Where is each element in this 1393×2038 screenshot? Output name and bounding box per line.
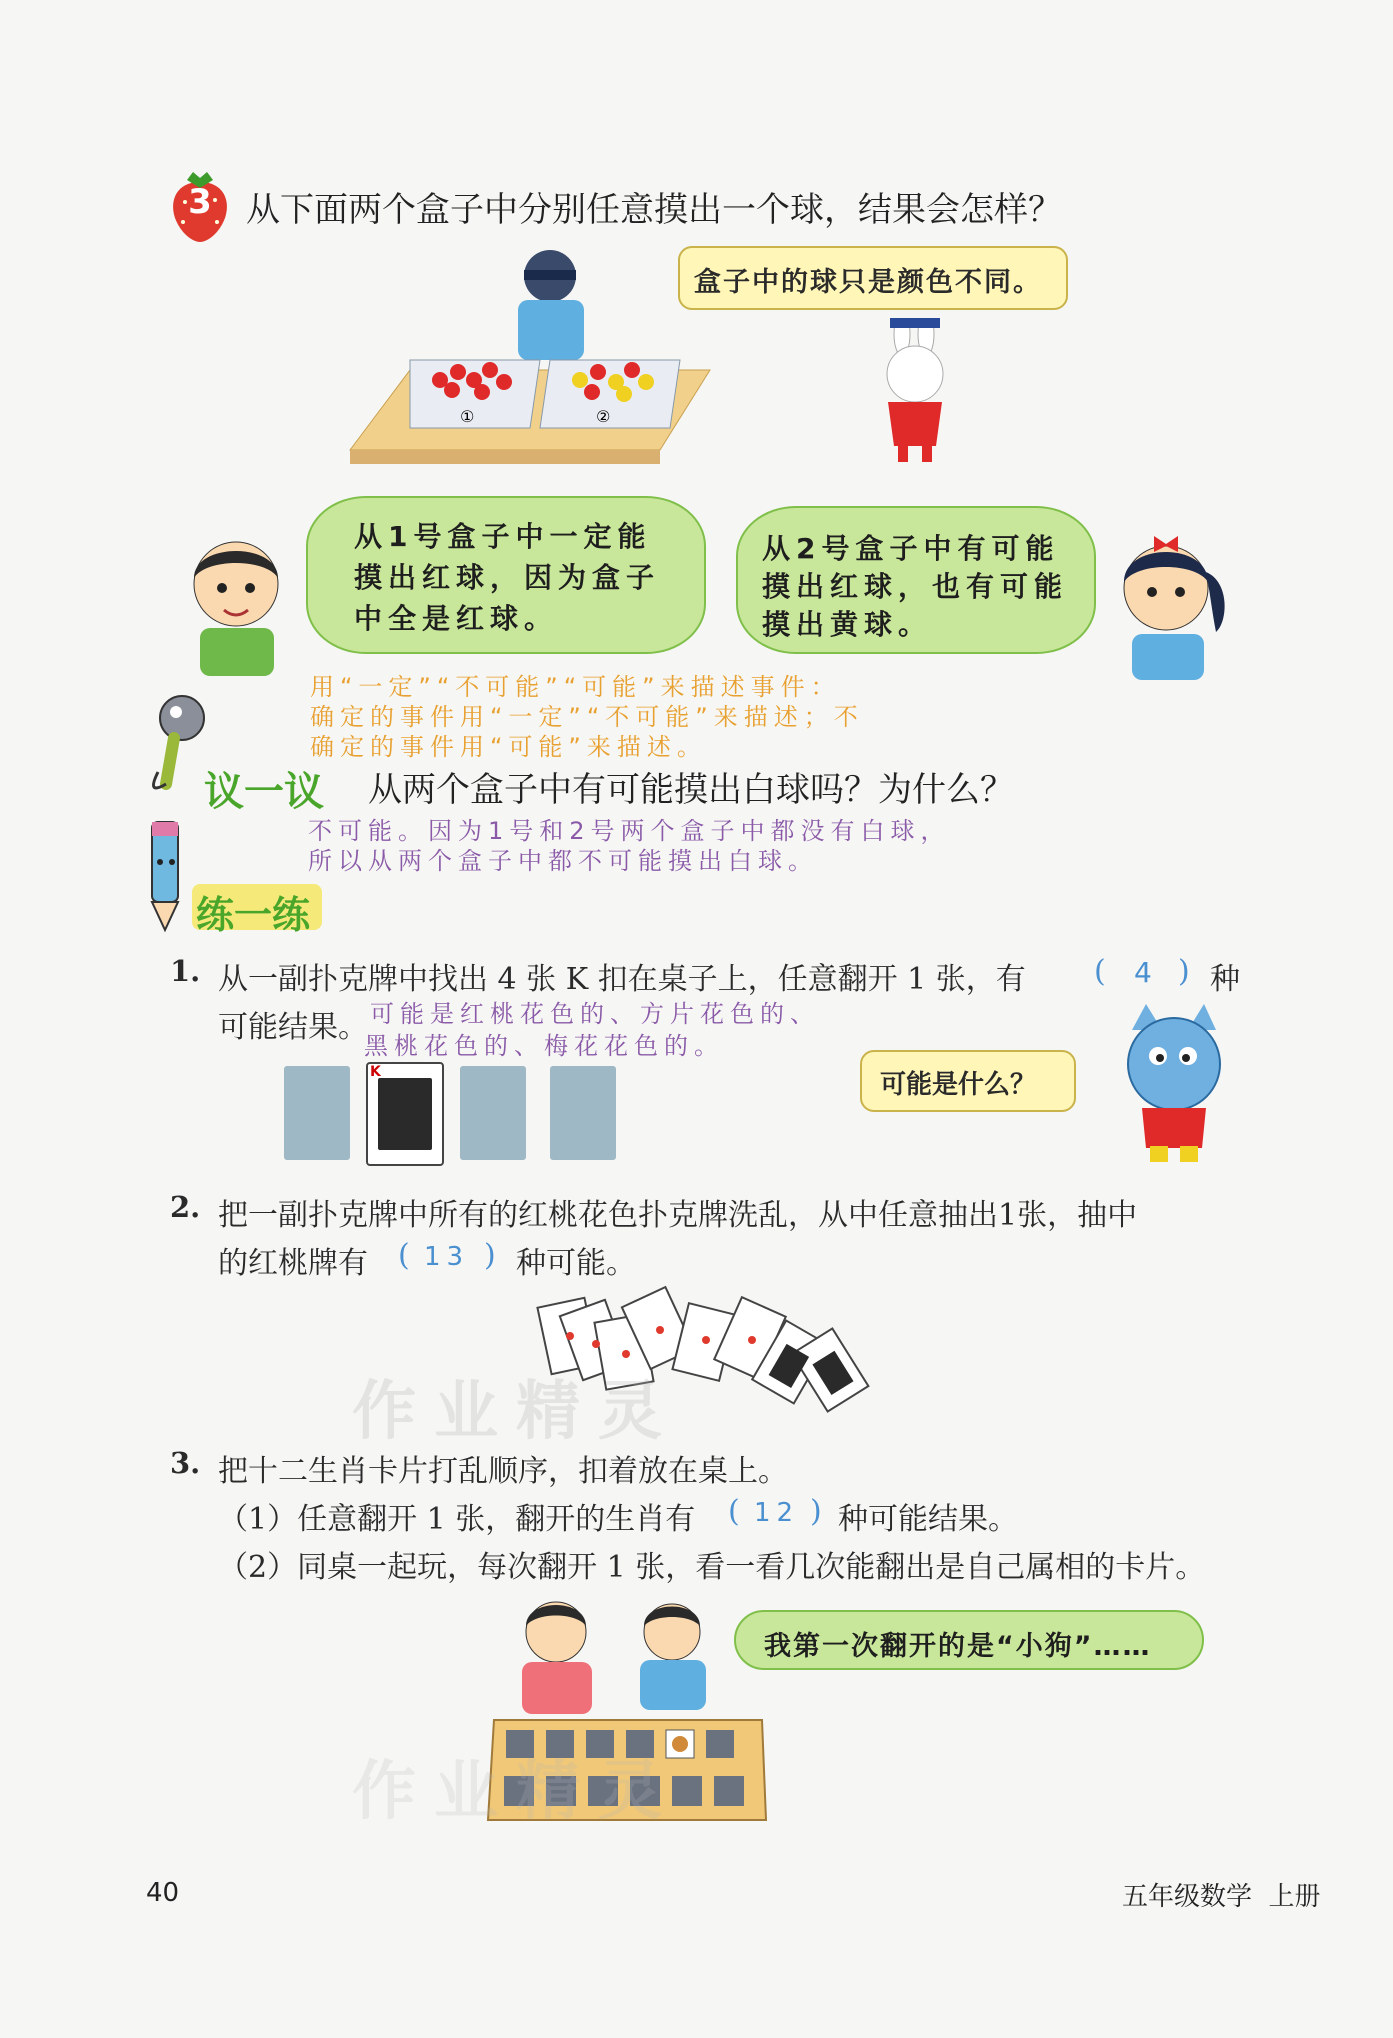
face-down-card [284, 1066, 350, 1160]
handwritten-note [310, 672, 864, 762]
watermark: 作业精灵 [352, 1375, 680, 1449]
discuss-answer-line-2: 所以从两个盒子中都不可能摸出白球。 [308, 847, 818, 875]
boy-speech-bubble [306, 496, 706, 654]
discuss-answer [308, 816, 951, 876]
q2-line-2-start: 的红桃牌有 [218, 1246, 368, 1281]
boy-bubble-text: 从1号盒子中一定能摸出红球，因为盒子中全是红球。 [354, 520, 661, 635]
q1-answer: 4 [1134, 956, 1158, 989]
q3-sub1-end: 种可能结果。 [838, 1502, 1018, 1537]
q1-line-2: 可能结果。 [218, 1010, 368, 1045]
girl-speech-bubble [736, 506, 1096, 654]
king-card: K [366, 1062, 444, 1166]
q1-answer-close: ) [1178, 954, 1190, 989]
q3-line-1: 把十二生肖卡片打乱顺序，扣着放在桌上。 [218, 1454, 788, 1489]
practice-title: 练一练 [196, 893, 311, 937]
q3-answer: 12 [754, 1498, 800, 1528]
note-line-3: 确定的事件用“可能”来描述。 [310, 733, 707, 761]
rabbit-speech-bubble [678, 246, 1068, 310]
girl-character [1106, 522, 1236, 682]
q2-line-2-end: 种可能。 [516, 1246, 636, 1281]
q2-answer-open: ( [398, 1238, 410, 1273]
box-2-label: ② [596, 407, 611, 426]
girl-bubble-text: 从2号盒子中有可能摸出红球，也有可能摸出黄球。 [762, 532, 1069, 641]
q3-sub1-start: （1）任意翻开 1 张，翻开的生肖有 [218, 1502, 696, 1537]
book-title: 五年级数学 上册 [1122, 1882, 1321, 1912]
q3-number: 3. [170, 1446, 201, 1480]
q1-line-1: 从一副扑克牌中找出 4 张 K 扣在桌子上，任意翻开 1 张，有 [218, 962, 1026, 997]
boy-character [180, 528, 292, 678]
q3-answer-close: ) [810, 1494, 822, 1529]
note-line-2: 确定的事件用“一定”“不可能”来描述；不 [310, 703, 864, 731]
pencil-icon [134, 818, 194, 938]
watermark: 作业精灵 [352, 1755, 680, 1829]
discuss-title: 议一议 [204, 769, 324, 815]
q3-answer-open: ( [728, 1494, 740, 1529]
rabbit-character [860, 318, 970, 468]
q2-number: 2. [170, 1190, 201, 1224]
discuss-question: 从两个盒子中有可能摸出白球吗？为什么？ [368, 770, 1014, 810]
q2-line-1: 把一副扑克牌中所有的红桃花色扑克牌洗乱，从中任意抽出1张，抽中 [218, 1198, 1138, 1233]
example-question: 从下面两个盒子中分别任意摸出一个球，结果会怎样？ [246, 190, 1062, 230]
boy-with-boxes-illustration [340, 240, 720, 480]
page-number: 40 [146, 1878, 180, 1908]
q2-answer: 13 [424, 1242, 470, 1272]
q1-handwritten-answer [364, 998, 820, 1062]
kids-bubble-text: 我第一次翻开的是“小狗”…… [764, 1631, 1152, 1662]
kids-speech-bubble [734, 1610, 1204, 1670]
q1-number: 1. [170, 954, 201, 988]
q1-hand-line-1: 可能是红桃花色的、方片花色的、 [370, 1000, 820, 1028]
q1-hand-line-2: 黑桃花色的、梅花花色的。 [364, 1032, 724, 1060]
face-down-card [460, 1066, 526, 1160]
q3-sub2: （2）同桌一起玩，每次翻开 1 张，看一看几次能翻出是自己属相的卡片。 [218, 1550, 1206, 1585]
discuss-answer-line-1: 不可能。因为1号和2号两个盒子中都没有白球， [308, 817, 951, 845]
note-line-1: 用“一定”“不可能”“可能”来描述事件： [310, 673, 841, 701]
cat-bubble-text: 可能是什么？ [880, 1070, 1037, 1100]
q1-line-1-end: 种 [1210, 962, 1240, 997]
box-1-label: ① [460, 407, 475, 426]
cat-character [1102, 1000, 1252, 1170]
rabbit-bubble-text: 盒子中的球只是颜色不同。 [694, 267, 1042, 298]
example-number: 3 [188, 182, 212, 222]
face-down-card [550, 1066, 616, 1160]
cat-speech-bubble [860, 1050, 1076, 1112]
q1-answer-open: ( [1094, 954, 1106, 989]
q2-answer-close: ) [484, 1238, 496, 1273]
